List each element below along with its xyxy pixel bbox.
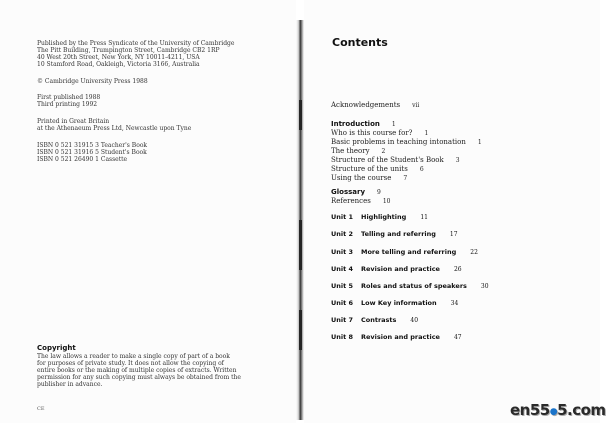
toc-unit [331,333,462,341]
unit-number: Unit 6 [331,299,354,307]
unit-page: 47 [453,334,462,341]
copyright-page [0,0,296,423]
printing-line: First published 1988 [37,94,101,101]
publisher-line: 10 Stamford Road, Oakleigh, Victoria 3166, Australia [37,61,200,68]
unit-title: Low Key information [361,299,437,307]
toc-glossary-references [331,188,390,206]
contents-title: Contents [332,36,388,49]
isbn-line: ISBN 0 521 31915 3 Teacher's Book [37,142,148,149]
toc-item [331,156,482,165]
copyright-heading: Copyright [37,344,76,352]
toc-item [331,129,482,138]
gutter-speck [299,100,302,130]
unit-number: Unit 7 [331,316,354,324]
toc-unit [331,282,489,290]
toc-label: Structure of the Student's Book [331,156,444,164]
toc-unit [331,299,458,307]
toc-page: 7 [403,175,408,182]
book-gutter-shadow [296,20,304,420]
unit-page: 30 [480,283,489,290]
copyright-notice-line: entire books or the making of multiple copies of extracts. Written [37,367,237,374]
contents-page [304,0,600,423]
site-watermark [510,401,606,419]
unit-page: 40 [410,317,419,324]
toc-unit [331,316,418,324]
toc-label: References [331,197,371,205]
toc-page: 6 [419,166,424,173]
toc-page: 9 [377,189,381,196]
toc-item [331,165,482,174]
toc-unit [331,213,428,221]
publisher-line: The Pitt Building, Trumpington Street, Cambridge CB2 1RP [37,47,220,54]
printing-line: Third printing 1992 [37,101,98,108]
toc-item [331,174,482,183]
unit-title: Telling and referring [361,230,436,238]
unit-number: Unit 2 [331,230,354,238]
unit-number: Unit 5 [331,282,354,290]
toc-heading: Introduction [331,120,380,128]
toc-page: 1 [391,121,396,128]
toc-page: 1 [424,130,429,137]
printer-line: at the Athenaeum Press Ltd, Newcastle upon Tyne [37,125,192,132]
toc-item [331,138,482,147]
unit-title: Revision and practice [361,265,440,273]
copyright-notice-line: for purposes of private study. It does not allow the copying of [37,360,224,367]
isbn-block [37,142,147,163]
printing-block [37,94,100,108]
toc-label: Who is this course for? [331,129,413,137]
unit-title: Contrasts [361,316,397,324]
unit-title: More telling and referring [361,248,457,256]
copyright-notice-line: permission for any such copying must always be obtained from the [37,374,241,381]
toc-acknowledgements [331,101,419,110]
toc-label: Using the course [331,174,392,182]
unit-number: Unit 3 [331,248,354,256]
publisher-line: Published by the Press Syndicate of the University of Cambridge [37,40,235,47]
toc-page: 1 [477,139,482,146]
unit-number: Unit 8 [331,333,354,341]
unit-page: 26 [453,266,462,273]
toc-page: 2 [381,148,386,155]
copyright-notice-line: The law allows a reader to make a single copy of part of a book [37,353,230,360]
toc-label: Acknowledgements [331,101,401,109]
copyright-line: © Cambridge University Press 1988 [37,78,148,85]
unit-title: Revision and practice [361,333,440,341]
publisher-line: 40 West 20th Street, New York, NY 10011-4211, USA [37,54,200,61]
toc-page: vii [412,102,420,109]
isbn-line: ISBN 0 521 26490 1 Cassette [37,156,128,163]
toc-label: Structure of the units [331,165,408,173]
gutter-speck [299,220,302,270]
gutter-speck [299,310,302,350]
toc-label: The theory [331,147,370,155]
toc-label: Basic problems in teaching intonation [331,138,466,146]
copyright-notice-line: publisher in advance. [37,381,103,388]
unit-number: Unit 4 [331,265,354,273]
printer-block [37,118,191,132]
publisher-block [37,40,234,68]
copyright-notice [37,353,241,388]
toc-unit [331,230,458,238]
toc-page: 3 [455,157,460,164]
footer-mark: CE [37,406,45,412]
unit-page: 34 [450,300,459,307]
toc-unit [331,248,478,256]
unit-title: Highlighting [361,213,407,221]
printer-line: Printed in Great Britain [37,118,110,125]
toc-heading: Glossary [331,188,366,196]
toc-page: 10 [382,198,391,205]
unit-number: Unit 1 [331,213,354,221]
watermark-prefix: en55 [510,401,550,419]
toc-item [331,147,482,156]
toc-introduction [331,120,482,183]
unit-page: 11 [420,214,428,221]
watermark-suffix: 5.com [557,401,606,419]
watermark-dot-icon: ● [549,407,558,417]
unit-page: 17 [449,231,458,238]
unit-page: 22 [470,249,478,256]
toc-unit [331,265,462,273]
unit-title: Roles and status of speakers [361,282,467,290]
isbn-line: ISBN 0 521 31916 5 Student's Book [37,149,147,156]
